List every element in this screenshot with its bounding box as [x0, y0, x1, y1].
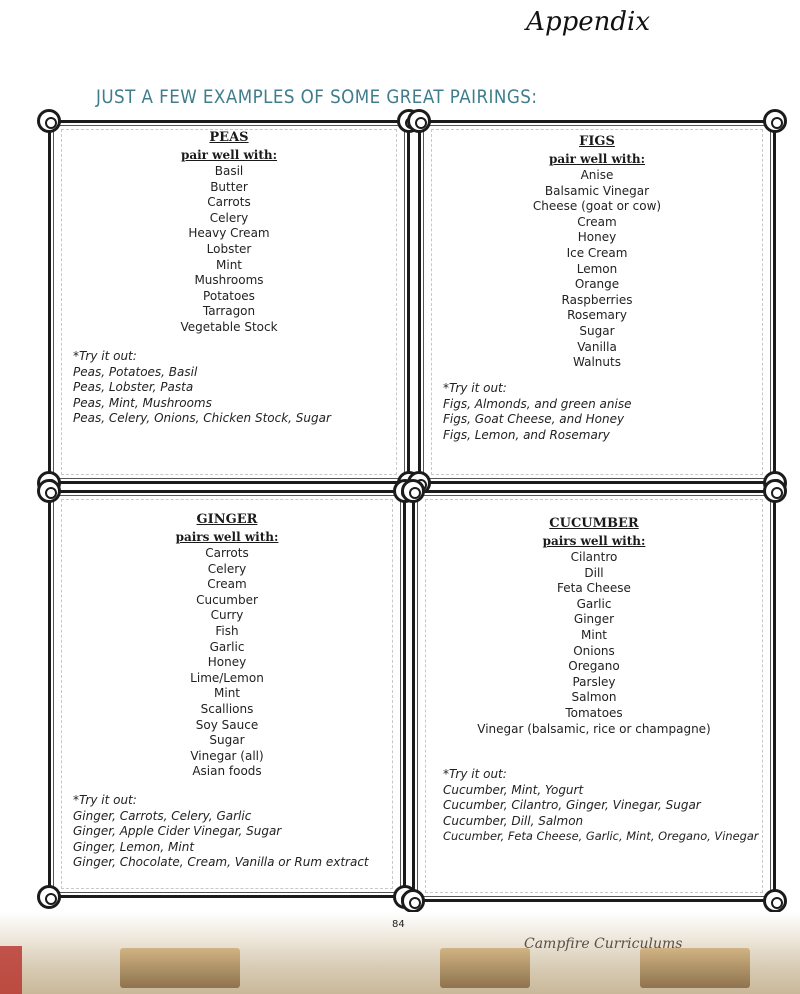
pairing-item: Carrots: [207, 195, 251, 210]
pairing-item: Asian foods: [192, 764, 262, 779]
card-subtitle: pairs well with:: [542, 534, 646, 548]
pairing-item: Sugar: [579, 323, 615, 338]
pairing-item: Vanilla: [577, 339, 617, 354]
try-it-out-line: Cucumber, Cilantro, Ginger, Vinegar, Sugar: [443, 798, 701, 813]
try-it-out-heading: *Try it out:: [73, 349, 137, 363]
card-subtitle: pairs well with:: [175, 530, 279, 544]
pairing-item: Cilantro: [570, 550, 618, 564]
pairing-item: Cucumber: [196, 592, 258, 607]
pairing-item: Carrots: [205, 546, 249, 560]
pairing-item: Garlic: [209, 639, 245, 654]
pairing-item: Potatoes: [203, 288, 255, 303]
pairing-list: [51, 546, 403, 780]
pairing-item: Lemon: [576, 261, 618, 276]
pairing-card-figs: [418, 120, 776, 484]
try-it-out-line: Ginger, Chocolate, Cream, Vanilla or Rum extract: [73, 855, 369, 870]
pairing-item: Walnuts: [573, 355, 621, 370]
try-it-out-line: Figs, Lemon, and Rosemary: [443, 427, 610, 442]
pairing-item: Mint: [214, 686, 240, 701]
pairing-item: Garlic: [576, 596, 612, 611]
pairing-item: Balsamic Vinegar: [544, 183, 650, 198]
try-it-out-line: Figs, Goat Cheese, and Honey: [443, 412, 625, 427]
pairing-item: Cheese (goat or cow): [532, 199, 662, 214]
card-subtitle: pair well with:: [180, 148, 278, 162]
decorative-block: [440, 948, 530, 988]
pairing-item: Mint: [216, 257, 242, 272]
page-header-appendix: Appendix: [526, 7, 650, 37]
decorative-block: [120, 948, 240, 988]
pairing-item: Tarragon: [202, 304, 256, 319]
scroll-ornament-icon: [37, 479, 61, 503]
pairing-item: Mushrooms: [194, 273, 264, 288]
scroll-ornament-icon: [401, 889, 425, 913]
pairing-item: Tomatoes: [565, 705, 623, 720]
pairing-item: Rosemary: [567, 308, 627, 323]
pairing-item: Parsley: [572, 674, 616, 689]
pairing-item: Salmon: [571, 690, 617, 705]
try-it-out-line: Peas, Potatoes, Basil: [73, 364, 198, 379]
pairing-item: Butter: [210, 179, 248, 194]
try-it-out-block: [73, 793, 397, 871]
pairing-item: Mint: [581, 627, 607, 642]
try-it-out-line: Peas, Lobster, Pasta: [73, 380, 194, 395]
pairing-item: Celery: [209, 210, 249, 225]
pairing-item: Honey: [577, 230, 617, 245]
card-title: GINGER: [196, 512, 258, 527]
try-it-out-line: Peas, Mint, Mushrooms: [73, 395, 212, 410]
pairing-card-peas: [48, 120, 410, 484]
pairing-item: Lobster: [206, 241, 252, 256]
pairing-item: Fish: [215, 623, 239, 638]
pairing-item: Ice Cream: [566, 245, 628, 260]
try-it-out-line: Cucumber, Mint, Yogurt: [443, 782, 584, 797]
pairing-item: Vegetable Stock: [180, 319, 278, 334]
pairing-item: Curry: [210, 608, 244, 623]
pairing-list: [51, 164, 407, 336]
scroll-ornament-icon: [763, 109, 787, 133]
pairing-item: Orange: [574, 277, 620, 292]
pairing-item: Raspberries: [561, 292, 633, 307]
card-title: CUCUMBER: [549, 516, 639, 531]
try-it-out-heading: *Try it out:: [73, 793, 137, 807]
pairing-item: Soy Sauce: [195, 717, 259, 732]
pairing-item: Heavy Cream: [188, 226, 270, 241]
try-it-out-heading: *Try it out:: [443, 381, 507, 395]
pairing-item: Cream: [207, 577, 247, 592]
pairing-item: Oregano: [568, 659, 620, 674]
pairing-list: [415, 550, 773, 737]
scroll-ornament-icon: [763, 479, 787, 503]
pairing-item: Dill: [584, 565, 604, 580]
try-it-out-line: Cucumber, Feta Cheese, Garlic, Mint, Oregano, Vinegar: [443, 829, 759, 844]
decorative-block: [0, 946, 22, 994]
try-it-out-block: [73, 349, 401, 427]
scroll-ornament-icon: [401, 479, 425, 503]
try-it-out-block: [443, 767, 767, 845]
pairing-item: Honey: [207, 655, 247, 670]
pairing-item: Feta Cheese: [557, 581, 631, 596]
scroll-ornament-icon: [407, 109, 431, 133]
try-it-out-heading: *Try it out:: [443, 767, 507, 781]
pairing-item: Lime/Lemon: [190, 670, 264, 685]
pairing-item: Scallions: [200, 701, 254, 716]
try-it-out-block: [443, 381, 767, 443]
brand-logo: Campfire Curriculums: [524, 936, 683, 952]
try-it-out-line: Figs, Almonds, and green anise: [443, 396, 632, 411]
pairing-card-cucumber: [412, 490, 776, 902]
pairing-list: [421, 168, 773, 371]
page-number: 84: [392, 919, 405, 930]
try-it-out-line: Ginger, Apple Cider Vinegar, Sugar: [73, 824, 282, 839]
pairing-item: Basil: [214, 164, 244, 178]
try-it-out-line: Cucumber, Dill, Salmon: [443, 813, 584, 828]
card-subtitle: pair well with:: [548, 152, 646, 166]
pairing-card-ginger: [48, 490, 406, 898]
scroll-ornament-icon: [763, 889, 787, 913]
pairing-item: Sugar: [209, 733, 245, 748]
card-title: PEAS: [209, 130, 249, 145]
pairing-item: Onions: [573, 643, 615, 658]
decorative-block: [640, 948, 750, 988]
pairing-item: Anise: [580, 168, 614, 182]
section-title: JUST A FEW EXAMPLES OF SOME GREAT PAIRINGS:: [96, 86, 538, 108]
scroll-ornament-icon: [37, 885, 61, 909]
pairing-item: Cream: [577, 214, 617, 229]
try-it-out-line: Peas, Celery, Onions, Chicken Stock, Sugar: [73, 411, 331, 426]
pairing-item: Vinegar (balsamic, rice or champagne): [477, 721, 711, 736]
pairing-item: Vinegar (all): [190, 748, 264, 763]
pairing-item: Celery: [207, 561, 247, 576]
card-title: FIGS: [579, 134, 615, 149]
try-it-out-line: Ginger, Lemon, Mint: [73, 839, 195, 854]
try-it-out-line: Ginger, Carrots, Celery, Garlic: [73, 808, 252, 823]
pairing-item: Ginger: [573, 612, 615, 627]
